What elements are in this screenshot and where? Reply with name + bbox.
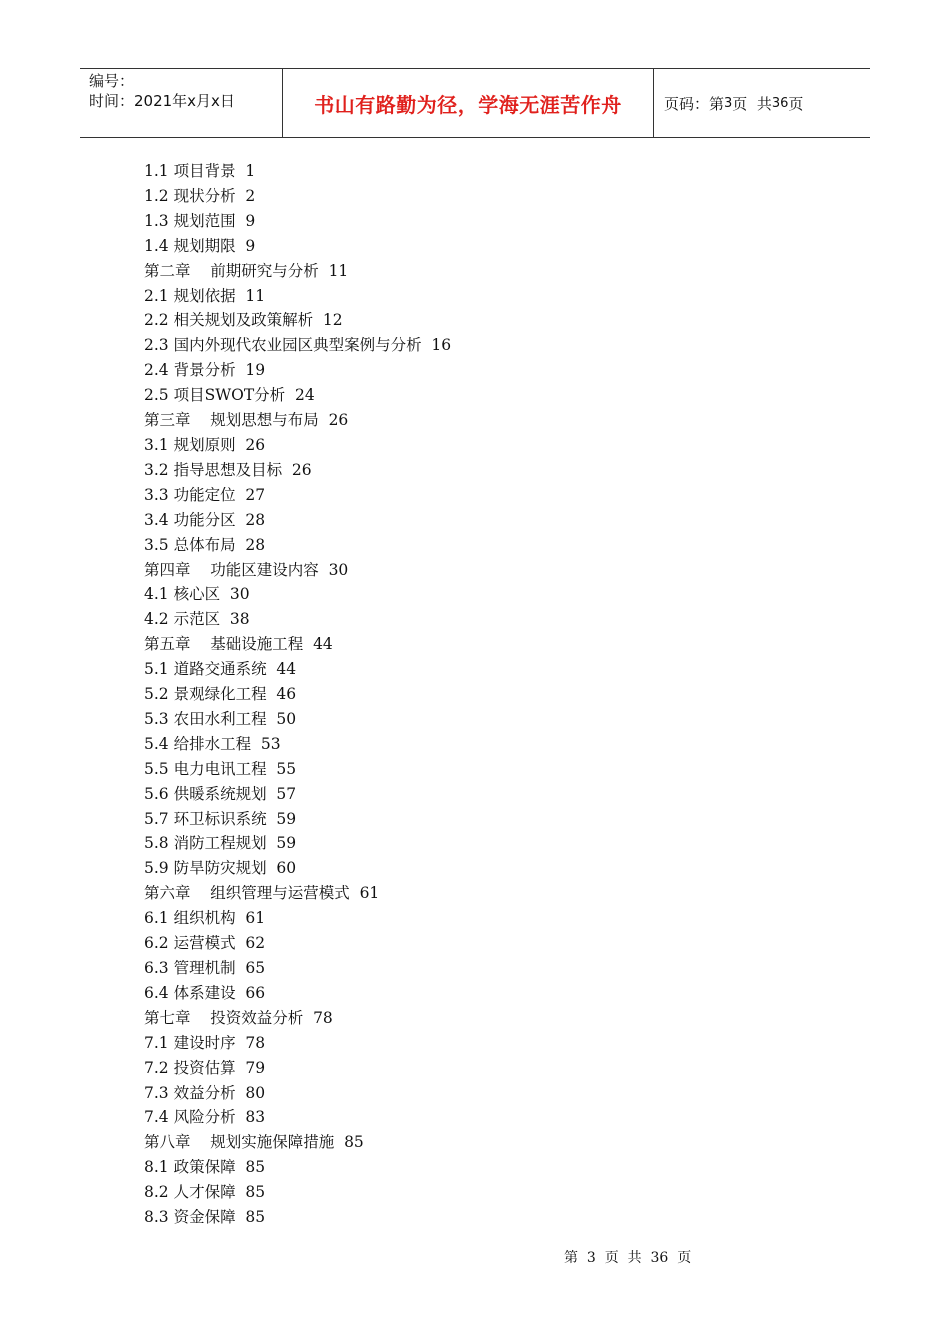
- toc-entry: 第七章 投资效益分析 78: [144, 1008, 333, 1027]
- toc-entry: 5.7 环卫标识系统 59: [144, 809, 297, 828]
- toc-entry: 7.2 投资估算 79: [144, 1058, 266, 1077]
- toc-entry: 2.3 国内外现代农业园区典型案例与分析 16: [144, 336, 452, 355]
- page-mid: 页 共: [732, 94, 772, 113]
- toc-entry: 2.1 规划依据 11: [144, 286, 266, 305]
- toc-entry: 2.5 项目SWOT分析 24: [144, 386, 315, 405]
- toc-entry: 5.2 景观绿化工程 46: [144, 685, 297, 704]
- toc-entry: 2.2 相关规划及政策解析 12: [144, 311, 343, 330]
- table-of-contents: [144, 159, 451, 1230]
- toc-entry: 3.3 功能定位 27: [144, 485, 266, 504]
- toc-entry: 6.2 运营模式 62: [144, 934, 266, 953]
- header-page-info: [654, 69, 870, 137]
- toc-entry: 8.3 资金保障 85: [144, 1208, 266, 1227]
- toc-entry: 1.3 规划范围 9: [144, 211, 256, 230]
- toc-entry: 3.4 功能分区 28: [144, 510, 266, 529]
- page-prefix: 页码：第: [664, 94, 725, 113]
- toc-entry: 3.1 规划原则 26: [144, 435, 266, 454]
- toc-entry: 7.3 效益分析 80: [144, 1083, 266, 1102]
- page-header: [80, 68, 870, 138]
- toc-entry: 5.4 给排水工程 53: [144, 734, 281, 753]
- toc-entry: 第二章 前期研究与分析 11: [144, 261, 349, 280]
- toc-entry: 5.6 供暖系统规划 57: [144, 784, 297, 803]
- header-meta: [80, 69, 282, 137]
- toc-entry: 6.4 体系建设 66: [144, 983, 266, 1002]
- page-footer: 第 3 页 共 36 页: [564, 1250, 692, 1266]
- page-current: 3: [724, 95, 733, 111]
- document-number-label: 编号：: [89, 72, 135, 90]
- toc-entry: 第六章 组织管理与运营模式 61: [144, 884, 380, 903]
- toc-entry: 7.4 风险分析 83: [144, 1108, 266, 1127]
- toc-entry: 8.1 政策保障 85: [144, 1158, 266, 1177]
- page-total: 36: [771, 95, 789, 111]
- toc-entry: 4.1 核心区 30: [144, 585, 250, 604]
- toc-entry: 1.2 现状分析 2: [144, 186, 256, 205]
- toc-entry: 5.8 消防工程规划 59: [144, 834, 297, 853]
- toc-entry: 8.2 人才保障 85: [144, 1183, 266, 1202]
- toc-entry: 3.2 指导思想及目标 26: [144, 460, 312, 479]
- toc-entry: 1.1 项目背景 1: [144, 162, 256, 180]
- toc-entry: 5.5 电力电讯工程 55: [144, 759, 297, 778]
- page-suffix: 页: [788, 94, 804, 113]
- toc-entry: 3.5 总体布局 28: [144, 535, 266, 554]
- toc-entry: 5.1 道路交通系统 44: [144, 660, 297, 679]
- document-time-label: 时间：2021年x月x日: [89, 92, 235, 110]
- toc-entry: 5.3 农田水利工程 50: [144, 709, 297, 728]
- toc-entry: 第五章 基础设施工程 44: [144, 635, 333, 654]
- header-motto: 书山有路勤为径，学海无涯苦作舟: [314, 92, 622, 117]
- toc-entry: 第四章 功能区建设内容 30: [144, 560, 349, 579]
- toc-entry: 6.1 组织机构 61: [144, 909, 266, 928]
- toc-entry: 第八章 规划实施保障措施 85: [144, 1133, 364, 1152]
- toc-entry: 第三章 规划思想与布局 26: [144, 411, 349, 430]
- toc-entry: 4.2 示范区 38: [144, 610, 250, 629]
- toc-entry: 1.4 规划期限 9: [144, 236, 256, 255]
- toc-entry: 2.4 背景分析 19: [144, 361, 266, 380]
- toc-entry: 5.9 防旱防灾规划 60: [144, 859, 297, 878]
- toc-entry: 6.3 管理机制 65: [144, 959, 266, 977]
- toc-entry: 7.1 建设时序 78: [144, 1033, 266, 1052]
- header-motto-cell: [282, 69, 654, 137]
